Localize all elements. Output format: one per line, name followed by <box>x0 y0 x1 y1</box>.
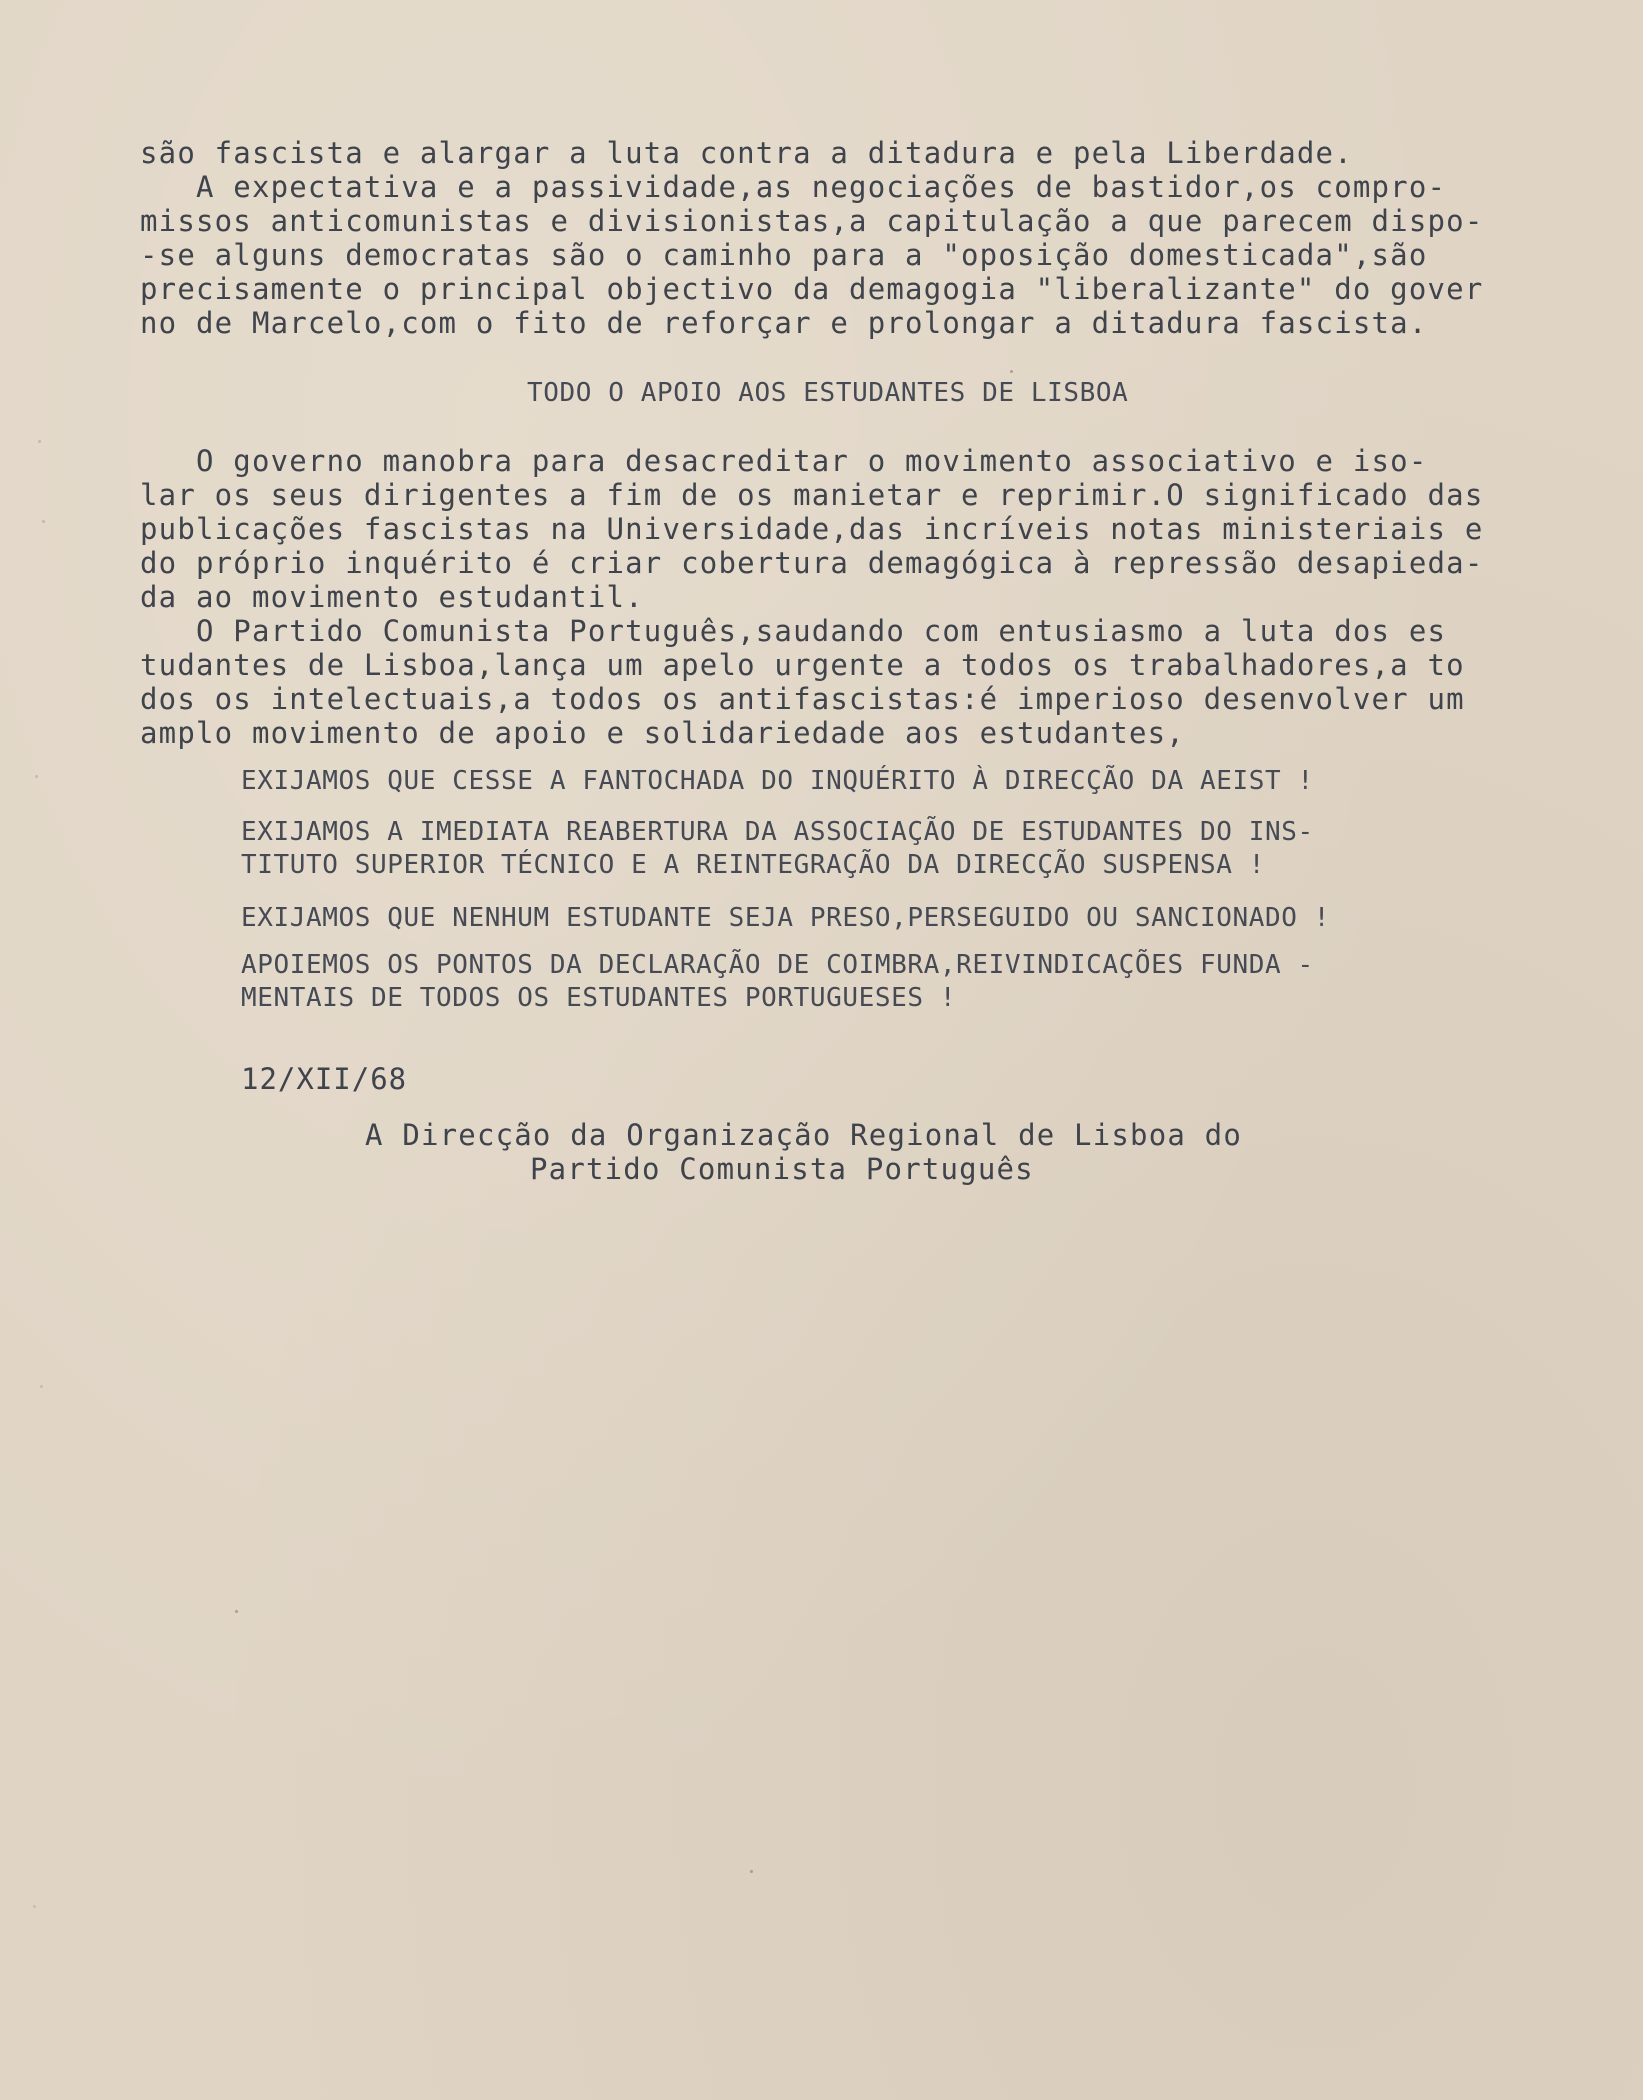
document-date: 12/XII/68 <box>241 1062 408 1096</box>
paper-speck <box>750 1870 753 1873</box>
text-line: missos anticomunistas e divisionistas,a capitulação a que parecem dispo- <box>140 204 1484 238</box>
text-line: da ao movimento estudantil. <box>140 580 644 614</box>
demand-line: MENTAIS DE TODOS OS ESTUDANTES PORTUGUESES ! <box>241 983 957 1013</box>
text-line: no de Marcelo,com o fito de reforçar e prolongar a ditadura fascista. <box>140 306 1428 340</box>
demand-line: APOIEMOS OS PONTOS DA DECLARAÇÃO DE COIMBRA,REIVINDICAÇÕES FUNDA - <box>241 950 1314 980</box>
paper-speck <box>35 775 38 778</box>
paper-speck <box>235 1610 238 1613</box>
text-line: do próprio inquérito é criar cobertura demagógica à repressão desapieda- <box>140 546 1484 580</box>
paper-speck <box>40 1385 43 1388</box>
text-line: publicações fascistas na Universidade,das incríveis notas ministeriais e <box>140 512 1484 546</box>
paper-speck <box>1010 370 1013 373</box>
text-line: O governo manobra para desacreditar o movimento associativo e iso- <box>140 444 1428 478</box>
paper-speck <box>38 440 41 443</box>
demand-line: TITUTO SUPERIOR TÉCNICO E A REINTEGRAÇÃO DA DIRECÇÃO SUSPENSA ! <box>241 850 1265 880</box>
paper-speck <box>42 520 45 523</box>
text-line: A expectativa e a passividade,as negociações de bastidor,os compro- <box>140 170 1447 204</box>
demand-line: EXIJAMOS QUE CESSE A FANTOCHADA DO INQUÉRITO À DIRECÇÃO DA AEIST ! <box>241 766 1314 796</box>
text-line: -se alguns democratas são o caminho para a "oposição domesticada",são <box>140 238 1428 272</box>
text-line: são fascista e alargar a luta contra a ditadura e pela Liberdade. <box>140 136 1353 170</box>
signature-line: Partido Comunista Português <box>530 1152 1034 1186</box>
text-line: precisamente o principal objectivo da demagogia "liberalizante" do gover <box>140 272 1484 306</box>
text-line: O Partido Comunista Português,saudando com entusiasmo a luta dos es <box>140 614 1447 648</box>
paper-speck <box>33 1905 36 1908</box>
text-line: lar os seus dirigentes a fim de os manietar e reprimir.O significado das <box>140 478 1484 512</box>
signature-line: A Direcção da Organização Regional de Lisboa do <box>365 1118 1242 1152</box>
text-line: tudantes de Lisboa,lança um apelo urgente a todos os trabalhadores,a to <box>140 648 1465 682</box>
demand-line: EXIJAMOS A IMEDIATA REABERTURA DA ASSOCIAÇÃO DE ESTUDANTES DO INS- <box>241 817 1314 847</box>
text-line: amplo movimento de apoio e solidariedade aos estudantes, <box>140 716 1185 750</box>
demand-line: EXIJAMOS QUE NENHUM ESTUDANTE SEJA PRESO,PERSEGUIDO OU SANCIONADO ! <box>241 903 1330 933</box>
section-heading: TODO O APOIO AOS ESTUDANTES DE LISBOA <box>527 378 1129 408</box>
text-line: dos os intelectuais,a todos os antifascistas:é imperioso desenvolver um <box>140 682 1465 716</box>
